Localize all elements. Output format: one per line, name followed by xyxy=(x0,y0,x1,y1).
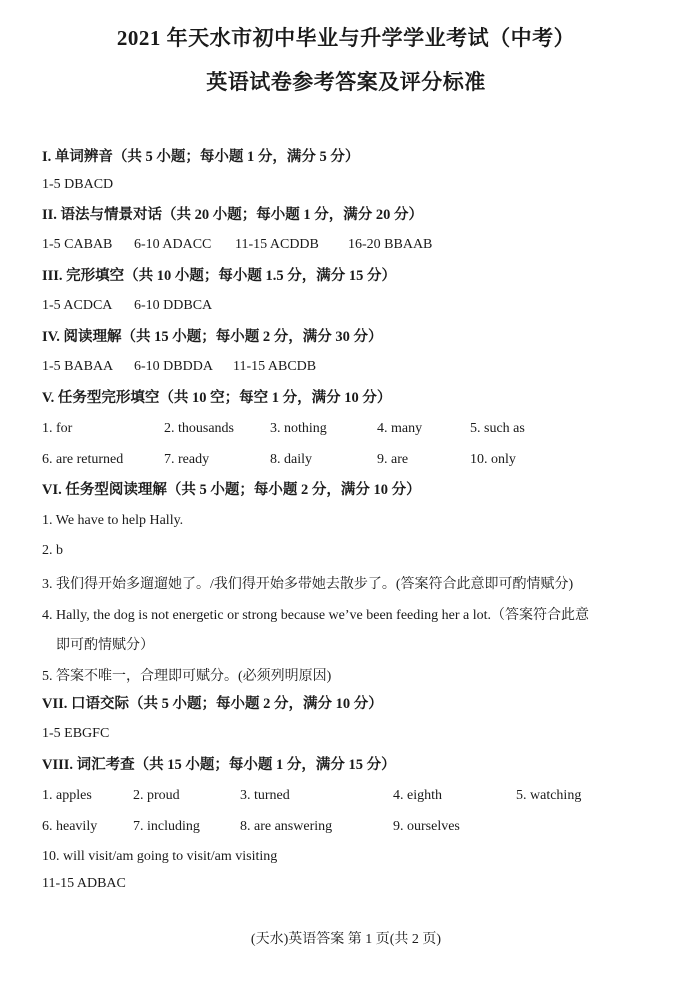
answer-item: 5. watching xyxy=(516,788,582,803)
section-heading-4: IV. 阅读理解（共 15 小题；每小题 2 分，满分 30 分） xyxy=(42,329,383,345)
page-footer: (天水)英语答案 第 1 页(共 2 页) xyxy=(250,932,442,947)
answer-item: 7. ready xyxy=(164,452,210,467)
answer-line: 1. We have to help Hally. xyxy=(42,513,184,528)
answer-row xyxy=(42,788,662,806)
answer-group: 1-5 ACDCA xyxy=(42,298,113,313)
answer-item: 4. eighth xyxy=(393,788,442,803)
answer-group: 6-10 ADACC xyxy=(134,237,212,252)
answer-line: 5. 答案不唯一，合理即可赋分。(必须列明原因) xyxy=(42,669,332,684)
answer-group: 11-15 ABCDB xyxy=(233,359,317,374)
answer-row xyxy=(42,359,662,377)
answer-row xyxy=(42,298,662,316)
answer-item: 6. heavily xyxy=(42,819,98,834)
section-heading-6: VI. 任务型阅读理解（共 5 小题；每小题 2 分，满分 10 分） xyxy=(42,482,421,498)
answer-line-continued: 即可酌情赋分） xyxy=(56,638,154,653)
answer-group: 16-20 BBAAB xyxy=(348,237,433,252)
answer-item: 1. for xyxy=(42,421,73,436)
answer-line: 3. 我们得开始多遛遛她了。/我们得开始多带她去散步了。(答案符合此意即可酌情赋分) xyxy=(42,577,574,592)
answer-group: 11-15 ACDDB xyxy=(235,237,319,252)
page-subtitle: 英语试卷参考答案及评分标准 xyxy=(206,70,486,94)
answer-line: 2. b xyxy=(42,543,63,558)
answer-row xyxy=(42,452,662,470)
section-heading-7: VII. 口语交际（共 5 小题；每小题 2 分，满分 10 分） xyxy=(42,696,383,712)
answer-item: 8. are answering xyxy=(240,819,333,834)
answer-item: 4. many xyxy=(377,421,423,436)
answer-item: 7. including xyxy=(133,819,200,834)
answer-group: 6-10 DBDDA xyxy=(134,359,213,374)
answer-item: 6. are returned xyxy=(42,452,124,467)
answer-item: 8. daily xyxy=(270,452,312,467)
answer-row xyxy=(42,237,662,255)
answer-group: 1-5 CABAB xyxy=(42,237,113,252)
answer-item: 1. apples xyxy=(42,788,92,803)
answer-line: 1-5 DBACD xyxy=(42,177,114,192)
section-heading-3: III. 完形填空（共 10 小题；每小题 1.5 分，满分 15 分） xyxy=(42,268,397,284)
answer-item: 9. ourselves xyxy=(393,819,460,834)
answer-item: 9. are xyxy=(377,452,409,467)
answer-group: 1-5 BABAA xyxy=(42,359,114,374)
answer-item: 10. only xyxy=(470,452,516,467)
answer-item: 2. proud xyxy=(133,788,180,803)
answer-line: 1-5 EBGFC xyxy=(42,726,110,741)
answer-line: 10. will visit/am going to visit/am visiting xyxy=(42,849,278,864)
answer-row xyxy=(42,819,662,837)
answer-item: 2. thousands xyxy=(164,421,234,436)
section-heading-5: V. 任务型完形填空（共 10 空；每空 1 分，满分 10 分） xyxy=(42,390,392,406)
section-heading-2: II. 语法与情景对话（共 20 小题；每小题 1 分，满分 20 分） xyxy=(42,207,424,223)
answer-item: 3. nothing xyxy=(270,421,327,436)
answer-line: 11-15 ADBAC xyxy=(42,876,126,891)
answer-item: 3. turned xyxy=(240,788,290,803)
answer-row xyxy=(42,421,662,439)
section-heading-1: I. 单词辨音（共 5 小题；每小题 1 分，满分 5 分） xyxy=(42,149,360,165)
page-title: 2021 年天水市初中毕业与升学学业考试（中考） xyxy=(116,26,576,50)
section-heading-8: VIII. 词汇考查（共 15 小题；每小题 1 分，满分 15 分） xyxy=(42,757,396,773)
answer-line: 4. Hally, the dog is not energetic or strong because we’ve been feeding her a lot.（答案符合此意 xyxy=(42,608,590,623)
answer-group: 6-10 DDBCA xyxy=(134,298,213,313)
answer-item: 5. such as xyxy=(470,421,525,436)
